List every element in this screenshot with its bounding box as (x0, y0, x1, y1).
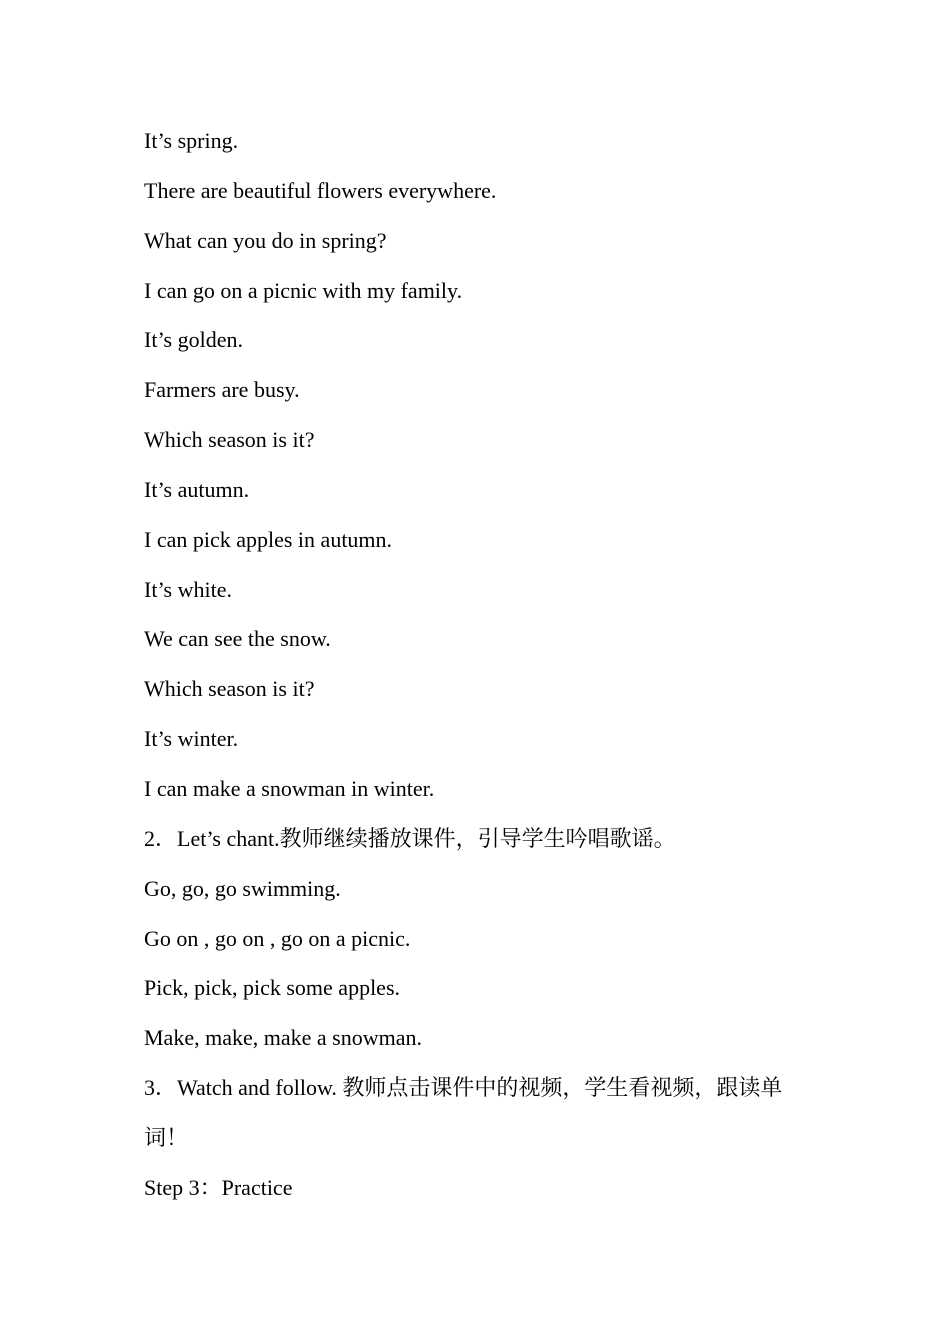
chant-line: Pick, pick, pick some apples. (144, 975, 401, 1001)
text-line: There are beautiful flowers everywhere. (144, 177, 497, 203)
section-3-watch-and-follow: 3．Watch and follow. 教师点击课件中的视频，学生看视频，跟读单词！ (144, 1075, 783, 1150)
text-line: I can go on a picnic with my family. (144, 277, 463, 303)
text-line: Which season is it? (144, 427, 315, 453)
text-line: I can pick apples in autumn. (144, 526, 393, 552)
chant-line: Make, make, make a snowman. (144, 1025, 422, 1051)
text-line: It’s spring. (144, 128, 239, 153)
step-3-heading: Step 3：Practice (144, 1174, 293, 1200)
text-line: It’s autumn. (144, 476, 250, 502)
text-line: It’s white. (144, 576, 232, 602)
text-line: It’s winter. (144, 726, 239, 752)
chant-line: Go on , go on , go on a picnic. (144, 925, 411, 951)
document-body (144, 116, 824, 1213)
section-2-chant: 2．Let’s chant.教师继续播放课件，引导学生吟唱歌谣。 (144, 825, 676, 851)
chant-line: Go, go, go swimming. (144, 875, 341, 901)
text-line: We can see the snow. (144, 626, 331, 652)
text-line: It’s golden. (144, 327, 243, 353)
text-line: I can make a snowman in winter. (144, 775, 435, 801)
text-line: Farmers are busy. (144, 377, 300, 403)
text-line: Which season is it? (144, 676, 315, 702)
text-line: What can you do in spring? (144, 227, 387, 253)
